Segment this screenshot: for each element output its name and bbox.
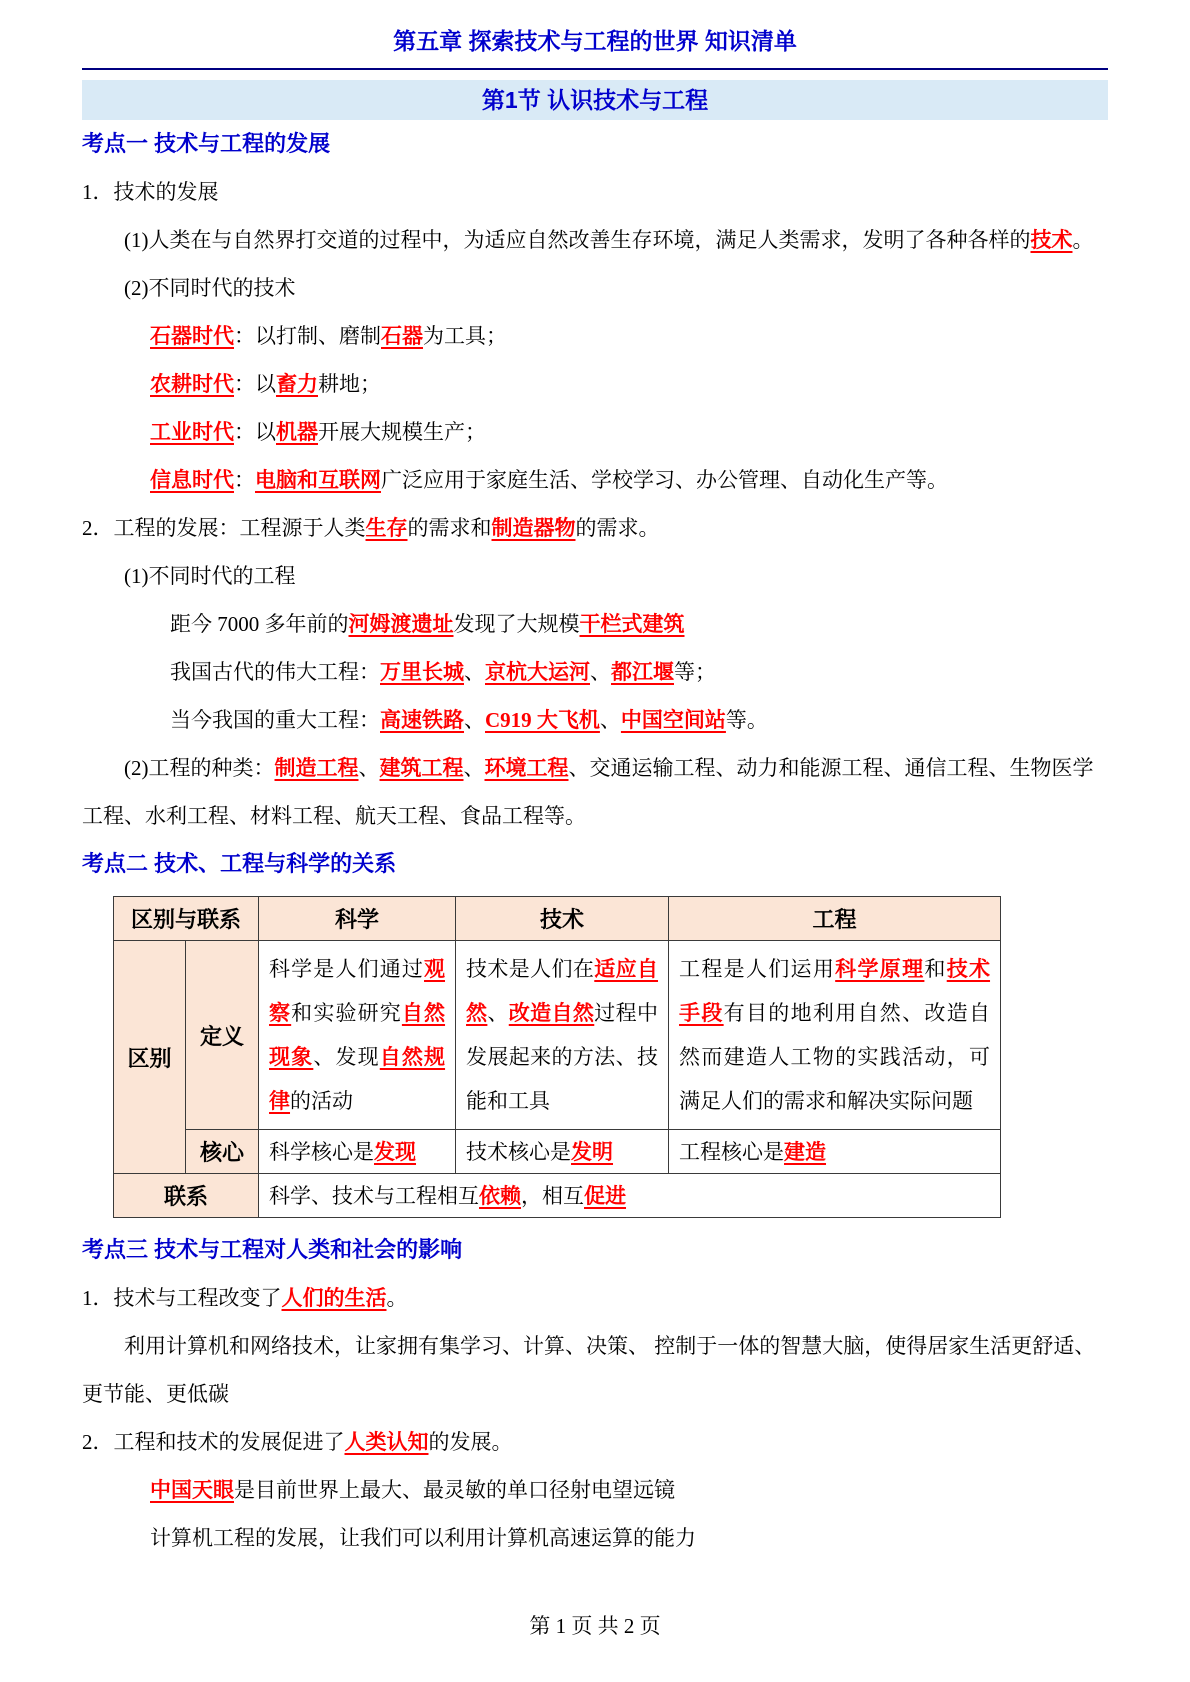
table-header-science: 科学 — [259, 897, 456, 941]
row-label-distinction: 区别 — [114, 941, 186, 1174]
paragraph-hemudu: 距今 7000 多年前的河姆渡遗址发现了大规模干栏式建筑 — [170, 612, 685, 636]
table-header-technology: 技术 — [456, 897, 669, 941]
cell-science-definition: 科学是人们通过观察和实验研究自然现象、发现自然规律的活动 — [259, 941, 456, 1130]
paragraph-life-change: 1．技术与工程改变了人们的生活。 — [82, 1286, 408, 1310]
table-header-distinction: 区别与联系 — [114, 897, 259, 941]
row-label-relation: 联系 — [114, 1174, 259, 1218]
page-footer: 第 1 页 共 2 页 — [529, 1614, 661, 1638]
table-relation-row — [114, 1174, 1001, 1218]
paragraph-cognition: 2．工程和技术的发展促进了人类认知的发展。 — [82, 1430, 513, 1454]
table-definition-row — [114, 941, 1001, 1130]
paragraph-smart-home: 利用计算机和网络技术，让家拥有集学习、计算、决策、 控制于一体的智慧大脑，使得居家生活更舒适、更节能、更低碳 — [82, 1334, 1096, 1406]
cell-engineering-core: 工程核心是建造 — [669, 1130, 1001, 1174]
table-header-engineering: 工程 — [669, 897, 1001, 941]
paragraph-ancient-projects: 我国古代的伟大工程：万里长城、京杭大运河、都江堰等； — [170, 660, 716, 684]
paragraph-modern-projects: 当今我国的重大工程：高速铁路、C919 大飞机、中国空间站等。 — [170, 708, 768, 732]
paragraph-stone-age: 石器时代：以打制、磨制石器为工具； — [150, 324, 507, 348]
paragraph-farming-age: 农耕时代：以畜力耕地； — [150, 372, 381, 396]
row-label-core: 核心 — [186, 1130, 259, 1174]
paragraph-computer-engineering: 计算机工程的发展，让我们可以利用计算机高速运算的能力 — [150, 1526, 696, 1550]
table-header-row — [114, 897, 1001, 941]
cell-science-core: 科学核心是发现 — [259, 1130, 456, 1174]
paragraph-tech-origin: (1)人类在与自然界打交道的过程中，为适应自然改善生存环境，满足人类需求，发明了各种各样的技术。 — [124, 228, 1094, 252]
heading-kaodian-3: 考点三 技术与工程对人类和社会的影响 — [82, 1237, 463, 1262]
relationship-table — [113, 896, 1001, 1218]
title-divider — [82, 68, 1108, 70]
section-title: 第1节 认识技术与工程 — [481, 87, 709, 113]
section-header-band — [82, 80, 1108, 120]
document-title: 第五章 探索技术与工程的世界 知识清单 — [393, 28, 797, 54]
paragraph-engineering-types: (2)工程的种类：制造工程、建筑工程、环境工程、交通运输工程、动力和能源工程、通信工程、生物医学工程、水利工程、材料工程、航天工程、食品工程等。 — [82, 756, 1094, 828]
cell-engineering-definition: 工程是人们运用科学原理和技术手段有目的地利用自然、改造自然而建造人工物的实践活动，可满足人们的需求和解决实际问题 — [669, 941, 1001, 1130]
heading-kaodian-1: 考点一 技术与工程的发展 — [82, 131, 331, 156]
cell-technology-core: 技术核心是发明 — [456, 1130, 669, 1174]
paragraph-engineering-eras-intro: (1)不同时代的工程 — [124, 564, 296, 588]
cell-relation: 科学、技术与工程相互依赖，相互促进 — [259, 1174, 1001, 1218]
paragraph-fast-telescope: 中国天眼是目前世界上最大、最灵敏的单口径射电望远镜 — [150, 1478, 675, 1502]
paragraph-tech-development: 1．技术的发展 — [82, 180, 219, 204]
row-label-definition: 定义 — [186, 941, 259, 1130]
paragraph-engineering-development: 2．工程的发展：工程源于人类生存的需求和制造器物的需求。 — [82, 516, 660, 540]
paragraph-tech-eras-intro: (2)不同时代的技术 — [124, 276, 296, 300]
heading-kaodian-2: 考点二 技术、工程与科学的关系 — [82, 851, 397, 876]
paragraph-industrial-age: 工业时代：以机器开展大规模生产； — [150, 420, 486, 444]
table-core-row — [114, 1130, 1001, 1174]
cell-technology-definition: 技术是人们在适应自然、改造自然过程中发展起来的方法、技能和工具 — [456, 941, 669, 1130]
paragraph-information-age: 信息时代：电脑和互联网广泛应用于家庭生活、学校学习、办公管理、自动化生产等。 — [150, 468, 948, 492]
